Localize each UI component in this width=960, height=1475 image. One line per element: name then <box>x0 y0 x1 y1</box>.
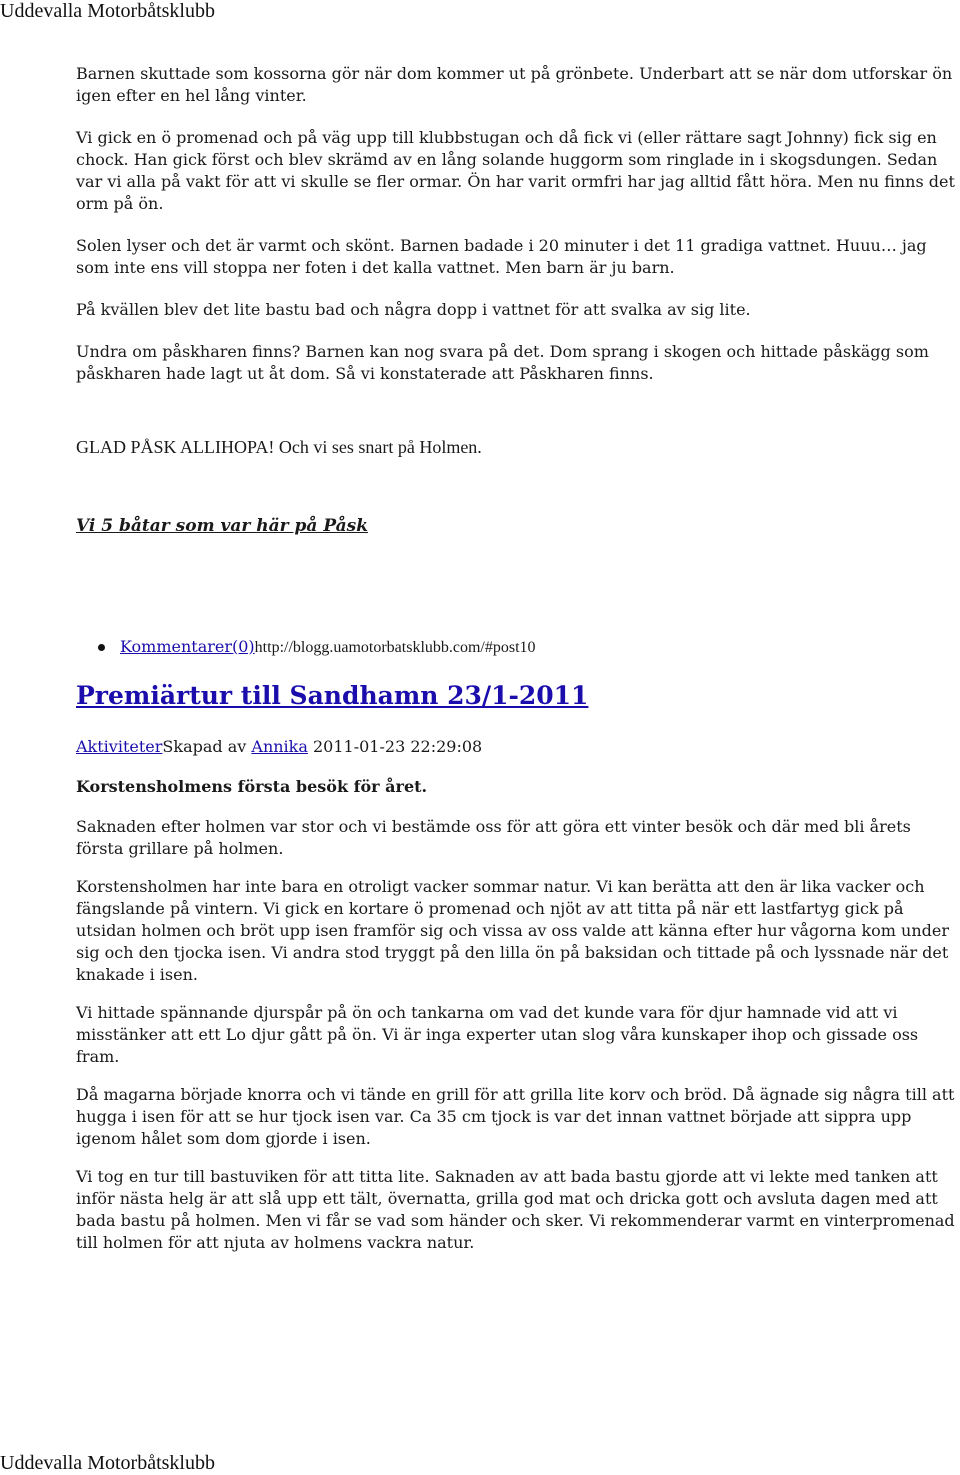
easter-greeting: GLAD PÅSK ALLIHOPA! Och vi ses snart på Holmen. <box>76 437 482 457</box>
post-subheading: Korstensholmens första besök för året. <box>76 777 428 796</box>
post2-body <box>76 816 960 1270</box>
boats-caption: Vi 5 båtar som var här på Påsk <box>76 516 369 536</box>
post2-paragraph-3: Vi hittade spännande djurspår på ön och tankarna om vad det kunde vara för djur hamnade vid att vi misstänker att ett Lo djur gått på ön. Vi är inga experter utan slog våra kunskaper ihop och gissade oss fram. <box>76 1003 919 1066</box>
page-header-site-name: Uddevalla Motorbåtsklubb <box>0 0 215 22</box>
comments-link[interactable]: Kommentarer(0) <box>120 637 255 656</box>
paragraph-1: Barnen skuttade som kossorna gör när dom kommer ut på grönbete. Underbart att se när dom utforskar ön igen efter en hel lång vinter. <box>76 64 953 105</box>
paragraph-2: Vi gick en ö promenad och på väg upp till klubbstugan och då fick vi (eller rättare sagt Johnny) fick sig en chock. Han gick först och blev skrämd av en lång solande huggorm som ringlade in i skogsdungen. Sedan var vi alla på vakt för att vi skulle se fler ormar. Ön har varit ormfri har jag alltid fått höra. Men nu finns det orm på ön. <box>76 128 955 213</box>
category-link[interactable]: Aktiviteter <box>76 737 163 756</box>
page-footer-site-name: Uddevalla Motorbåtsklubb <box>0 1452 215 1474</box>
post-title[interactable]: Premiärtur till Sandhamn 23/1-2011 <box>76 681 589 710</box>
post2-paragraph-1: Saknaden efter holmen var stor och vi bestämde oss för att göra ett vinter besök och där med bli årets första grillare på holmen. <box>76 817 911 858</box>
post-timestamp: 2011-01-23 22:29:08 <box>313 737 483 756</box>
permalink-text: http://blogg.uamotorbatsklubb.com/#post10 <box>254 639 536 656</box>
author-link[interactable]: Annika <box>251 737 308 756</box>
post-body <box>76 63 960 385</box>
post2-paragraph-5: Vi tog en tur till bastuviken för att titta lite. Saknaden av att bada bastu gjorde att vi lekte med tanken att inför nästa helg är att slå upp ett tält, övernatta, grilla god mat och dricka gott och avsluta dagen med att bada bastu på holmen. Men vi får se vad som händer och sker. Vi rekommenderar varmt en vinterpromenad till holmen för att njuta av holmens vackra natur. <box>76 1167 955 1252</box>
paragraph-5: Undra om påskharen finns? Barnen kan nog svara på det. Dom sprang i skogen och hittade påskägg som påskharen hade lagt ut åt dom. Så vi konstaterade att Påskharen finns. <box>76 342 929 383</box>
post-footer-links <box>100 636 536 659</box>
post2-paragraph-4: Då magarna började knorra och vi tände en grill för att grilla lite korv och bröd. Då ägnade sig några till att hugga i isen för att se hur tjock isen var. Ca 35 cm tjock is var det innan vattnet började att sippra upp igenom hålet som dom gjorde i isen. <box>76 1085 955 1148</box>
paragraph-4: På kvällen blev det lite bastu bad och några dopp i vattnet för att svalka av sig lite. <box>76 300 751 319</box>
created-by-label: Skapad av <box>162 737 247 756</box>
paragraph-3: Solen lyser och det är varmt och skönt. Barnen badade i 20 minuter i det 11 gradiga vattnet. Huuu… jag som inte ens vill stoppa ner foten i det kalla vattnet. Men barn är ju barn. <box>76 236 927 277</box>
post2-paragraph-2: Korstensholmen har inte bara en otroligt vacker sommar natur. Vi kan berätta att den är lika vacker och fängslande på vintern. Vi gick en kortare ö promenad och njöt av att titta på när ett lastfartyg gick på utsidan holmen och bröt upp isen framför sig och vissa av oss valde att känna efter hur vågorna kom under sig och den tjocka isen. Vi andra stod tryggt på den lilla ön på baksidan och tittade på och lyssnade när det knakade i isen. <box>76 877 950 984</box>
post-meta <box>76 736 482 758</box>
bullet-icon <box>98 644 105 651</box>
